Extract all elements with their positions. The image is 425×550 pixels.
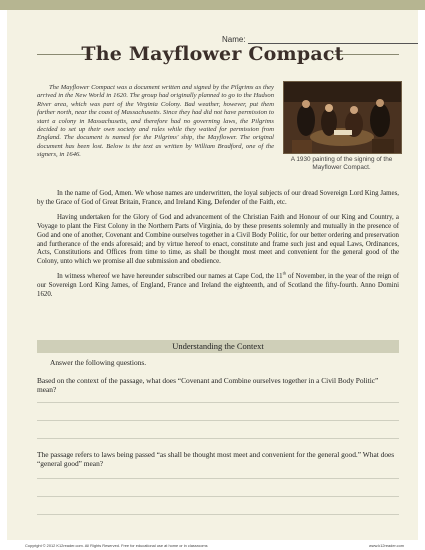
footer	[7, 540, 418, 550]
compact-p3-end: of November, in the year of the reign of our Sovereign Lord King James, of England, France and Ireland the eighteenth, and of Scotland the fifty-fourth. Anno Domini 1620.	[37, 273, 399, 299]
answer-line[interactable]	[37, 514, 399, 515]
compact-p3-start: In witness whereof we have hereunder subscribed our names at Cape Cod, the 11	[57, 273, 283, 281]
question-2: The passage refers to laws being passed “as shall be thought most meet and convenient for the general good.” What does “general good” mean?	[37, 450, 395, 469]
painting-illustration	[284, 82, 401, 153]
copyright-text: Copyright © 2012 K12reader.com. All Rights Reserved. Free for educational use at home or in classrooms	[25, 543, 208, 548]
compact-text	[37, 190, 399, 306]
site-url[interactable]: www.k12reader.com	[368, 543, 404, 548]
answer-line[interactable]	[37, 496, 399, 497]
answer-line[interactable]	[37, 438, 399, 439]
compact-paragraph-2: Having undertaken for the Glory of God and advancement of the Christian Faith and Honour of our King and Country, a Voyage to plant the First Colony in the Northern Parts of Virginia, do by these presents solemnly and mutually in the presence of God and one of another, Covenant and Combine ourselves together in a Civil Body Politic, for our better ordering and preservation and furtherance of the ends aforesaid; and by virtue hereof to enact, constitute and frame such just and equal Laws, Ordinances, Acts, Constitutions and Offices from time to time, as shall be thought most meet and convenient for the general good of the Colony, unto which we promise all due submission and obedience.	[37, 213, 399, 266]
intro-paragraph	[37, 84, 274, 160]
ordinal-suffix: th	[282, 270, 287, 276]
name-label: Name:	[222, 35, 246, 44]
answer-line[interactable]	[37, 478, 399, 479]
painting-caption: A 1930 painting of the signing of the Mayflower Compact.	[290, 156, 393, 171]
intro-text: The Mayflower Compact was a document written and signed by the Pilgrims as they arrived in the New World in 1620. The group had originally planned to go to the Hudson River area, which was part of the Virginia Colony. Bad weather, however, put them farther north, near the coast of Massachusetts. Since they had did not have permission to start a colony in Massachusetts, and therefore had no governing laws, the Pilgrims decided to set up their own society and rules while they waited for permission from England. The document is named for the Pilgrims' ship, the Mayflower. The original document has been lost. Below is the text as written by William Bradford, one of the signers, in 1646.	[37, 84, 274, 159]
instructions: Answer the following questions.	[50, 358, 147, 367]
compact-paragraph-3	[37, 270, 399, 300]
answer-line[interactable]	[37, 420, 399, 421]
top-color-bar	[0, 0, 425, 10]
compact-paragraph-1: In the name of God, Amen. We whose names are underwritten, the loyal subjects of our dread Sovereign Lord King James, by the Grace of God of Great Britain, France, and Ireland King, Defender of the Faith, etc.	[37, 190, 399, 206]
question-1: Based on the context of the passage, what does “Covenant and Combine ourselves together in a Civil Body Politic” mean?	[37, 376, 379, 395]
section-heading: Understanding the Context	[37, 340, 399, 353]
answer-line[interactable]	[37, 402, 399, 403]
mayflower-compact-painting	[283, 81, 402, 154]
page-title: The Mayflower Compact	[81, 43, 344, 65]
